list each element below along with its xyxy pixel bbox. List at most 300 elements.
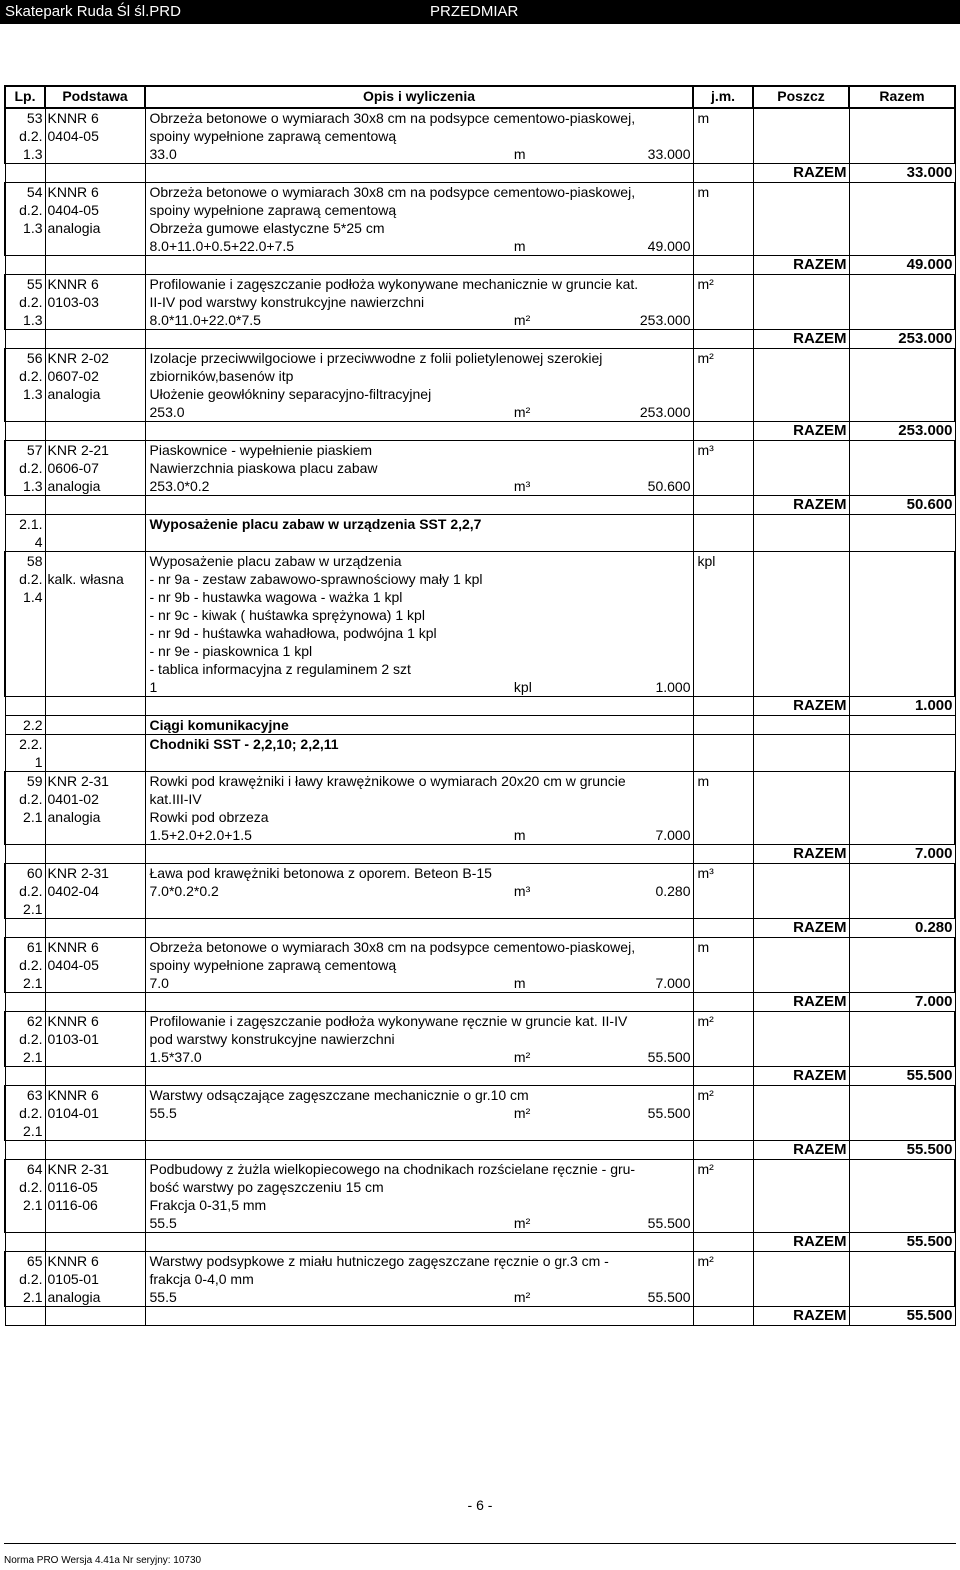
position-razem: [849, 108, 955, 164]
calculation-line: [150, 145, 691, 163]
razem-empty-cell: [145, 919, 693, 938]
razem-row: [5, 1141, 955, 1160]
position-lp: 59 d.2. 2.1: [5, 772, 45, 845]
position-lp: 57 d.2. 1.3: [5, 441, 45, 496]
razem-row: [5, 496, 955, 515]
description-line: kat.III-IV: [149, 791, 202, 807]
section-title: Chodniki SST - 2,2,10; 2,2,11: [145, 735, 693, 772]
calculation-unit: m: [513, 238, 526, 254]
position-basis: KNNR 6 0404-05: [45, 938, 145, 993]
description-line: spoiny wypełnione zaprawą cementową: [149, 128, 397, 144]
position-unit: m: [693, 108, 753, 164]
description-line: - nr 9e - piaskownica 1 kpl: [149, 643, 313, 659]
position-description: [145, 552, 693, 697]
position-lp: 63 d.2. 2.1: [5, 1086, 45, 1141]
razem-label: RAZEM: [753, 1067, 849, 1086]
document-section: PRZEDMIAR: [430, 3, 519, 20]
position-row: [5, 183, 955, 256]
position-unit: m³: [693, 441, 753, 496]
position-poszcz: [753, 441, 849, 496]
description-line: Wyposażenie placu zabaw w urządzenia: [149, 553, 402, 569]
calculation-value: 55.500: [647, 1215, 691, 1231]
position-basis: kalk. własna: [45, 552, 145, 697]
position-description: [145, 108, 693, 164]
calculation-unit: m: [513, 146, 526, 162]
razem-total: 253.000: [849, 330, 955, 349]
calculation-line: [150, 477, 691, 495]
position-unit: m²: [693, 1160, 753, 1233]
razem-label: RAZEM: [753, 993, 849, 1012]
calculation-line: [150, 1288, 691, 1306]
razem-empty-cell: [5, 919, 45, 938]
calculation-line: [150, 678, 691, 696]
description-line: II-IV pod warstwy konstrukcyjne nawierzchni: [149, 294, 425, 310]
position-unit: m²: [693, 275, 753, 330]
description-line: Rowki pod obrzeza: [149, 809, 269, 825]
position-description: [145, 349, 693, 422]
razem-empty-cell: [145, 697, 693, 716]
calculation-line: [150, 1104, 691, 1122]
position-poszcz: [753, 938, 849, 993]
calculation-unit: m²: [513, 1049, 531, 1065]
razem-label: RAZEM: [753, 1307, 849, 1326]
position-row: [5, 552, 955, 697]
calculation-value: 55.500: [647, 1289, 691, 1305]
calculation-unit: kpl: [513, 679, 532, 695]
razem-row: [5, 164, 955, 183]
position-row: [5, 938, 955, 993]
razem-empty-cell: [145, 1233, 693, 1252]
razem-label: RAZEM: [753, 422, 849, 441]
razem-empty-cell: [693, 1141, 753, 1160]
calculation-expression: 253.0: [149, 404, 185, 420]
position-description: [145, 1252, 693, 1307]
razem-total: 49.000: [849, 256, 955, 275]
position-basis: KNNR 6 0105-01 analogia: [45, 1252, 145, 1307]
description-line: Obrzeża betonowe o wymiarach 30x8 cm na podsypce cementowo-piaskowej,: [149, 184, 636, 200]
razem-label: RAZEM: [753, 1141, 849, 1160]
position-razem: [849, 275, 955, 330]
col-header-opis: Opis i wyliczenia: [145, 86, 693, 108]
description-line: Obrzeża betonowe o wymiarach 30x8 cm na podsypce cementowo-piaskowej,: [149, 939, 636, 955]
razem-empty-cell: [45, 422, 145, 441]
description-line: spoiny wypełnione zaprawą cementową: [149, 202, 397, 218]
razem-empty-cell: [145, 993, 693, 1012]
position-description: [145, 1012, 693, 1067]
position-lp: 62 d.2. 2.1: [5, 1012, 45, 1067]
position-row: [5, 1012, 955, 1067]
position-lp: 61 d.2. 2.1: [5, 938, 45, 993]
document-header: [0, 0, 960, 24]
position-description: [145, 183, 693, 256]
razem-empty-cell: [45, 919, 145, 938]
razem-label: RAZEM: [753, 845, 849, 864]
calculation-value: 7.000: [655, 975, 691, 991]
razem-row: [5, 1067, 955, 1086]
razem-empty-cell: [693, 1067, 753, 1086]
col-header-jm: j.m.: [693, 86, 753, 108]
razem-total: 55.500: [849, 1307, 955, 1326]
calculation-expression: 55.5: [149, 1289, 177, 1305]
razem-row: [5, 1307, 955, 1326]
calculation-expression: 253.0*0.2: [149, 478, 210, 494]
razem-row: [5, 845, 955, 864]
razem-empty-cell: [693, 919, 753, 938]
calculation-value: 253.000: [639, 312, 691, 328]
calculation-expression: 55.5: [149, 1105, 177, 1121]
razem-empty-cell: [693, 1307, 753, 1326]
description-line: Nawierzchnia piaskowa placu zabaw: [149, 460, 378, 476]
col-header-podstawa: Podstawa: [45, 86, 145, 108]
description-line: - nr 9b - hustawka wagowa - ważka 1 kpl: [149, 589, 403, 605]
razem-total: 0.280: [849, 919, 955, 938]
position-basis: KNNR 6 0404-05: [45, 108, 145, 164]
section-basis: [45, 735, 145, 772]
section-empty-cell: [849, 735, 955, 772]
position-lp: 64 d.2. 2.1: [5, 1160, 45, 1233]
position-poszcz: [753, 275, 849, 330]
position-basis: KNR 2-31 0116-05 0116-06: [45, 1160, 145, 1233]
calculation-expression: 1: [149, 679, 158, 695]
description-line: Profilowanie i zagęszczanie podłoża wykonywane ręcznie w gruncie kat. II-IV: [149, 1013, 628, 1029]
razem-empty-cell: [5, 1067, 45, 1086]
section-title: Ciągi komunikacyjne: [145, 716, 693, 735]
position-basis: KNNR 6 0103-01: [45, 1012, 145, 1067]
razem-label: RAZEM: [753, 697, 849, 716]
razem-label: RAZEM: [753, 1233, 849, 1252]
description-line: zbiorników,basenów itp: [149, 368, 294, 384]
bill-of-quantities-table: [4, 85, 956, 1326]
position-unit: m³: [693, 864, 753, 919]
position-description: [145, 938, 693, 993]
description-line: - nr 9c - kiwak ( huśtawka sprężynowa) 1 kpl: [149, 607, 425, 623]
section-empty-cell: [849, 716, 955, 735]
razem-total: 1.000: [849, 697, 955, 716]
section-empty-cell: [693, 515, 753, 552]
position-unit: kpl: [693, 552, 753, 697]
section-empty-cell: [849, 515, 955, 552]
razem-empty-cell: [45, 845, 145, 864]
razem-empty-cell: [693, 1233, 753, 1252]
calculation-expression: 7.0*0.2*0.2: [149, 883, 219, 899]
calculation-unit: m³: [513, 883, 531, 899]
position-razem: [849, 1012, 955, 1067]
description-line: Profilowanie i zagęszczanie podłoża wykonywane mechanicznie w gruncie kat.: [149, 276, 639, 292]
calculation-unit: m²: [513, 1289, 531, 1305]
position-razem: [849, 1160, 955, 1233]
razem-label: RAZEM: [753, 164, 849, 183]
razem-empty-cell: [693, 697, 753, 716]
razem-empty-cell: [693, 256, 753, 275]
calculation-line: [150, 826, 691, 844]
razem-empty-cell: [45, 1307, 145, 1326]
razem-empty-cell: [45, 164, 145, 183]
position-poszcz: [753, 864, 849, 919]
section-row: [5, 735, 955, 772]
razem-empty-cell: [45, 256, 145, 275]
description-line: spoiny wypełnione zaprawą cementową: [149, 957, 397, 973]
calculation-value: 50.600: [647, 478, 691, 494]
position-description: [145, 1086, 693, 1141]
position-description: [145, 1160, 693, 1233]
description-line: - nr 9a - zestaw zabawowo-sprawnościowy mały 1 kpl: [149, 571, 483, 587]
position-razem: [849, 441, 955, 496]
position-lp: 65 d.2. 2.1: [5, 1252, 45, 1307]
section-row: [5, 716, 955, 735]
col-header-poszcz: Poszcz: [753, 86, 849, 108]
razem-total: 33.000: [849, 164, 955, 183]
section-empty-cell: [753, 515, 849, 552]
section-title: Wyposażenie placu zabaw w urządzenia SST 2,2,7: [145, 515, 693, 552]
position-poszcz: [753, 1160, 849, 1233]
position-row: [5, 275, 955, 330]
razem-total: 55.500: [849, 1141, 955, 1160]
position-razem: [849, 552, 955, 697]
position-unit: m²: [693, 1252, 753, 1307]
section-lp: 2.2: [5, 716, 45, 735]
position-row: [5, 864, 955, 919]
calculation-value: 253.000: [639, 404, 691, 420]
razem-row: [5, 1233, 955, 1252]
razem-label: RAZEM: [753, 330, 849, 349]
calculation-line: [150, 882, 691, 900]
calculation-expression: 7.0: [149, 975, 169, 991]
razem-empty-cell: [693, 845, 753, 864]
razem-empty-cell: [5, 256, 45, 275]
razem-empty-cell: [45, 1141, 145, 1160]
position-unit: m²: [693, 1012, 753, 1067]
position-description: [145, 275, 693, 330]
position-lp: 60 d.2. 2.1: [5, 864, 45, 919]
calculation-expression: 55.5: [149, 1215, 177, 1231]
razem-total: 55.500: [849, 1233, 955, 1252]
position-basis: KNR 2-31 0402-04: [45, 864, 145, 919]
position-razem: [849, 938, 955, 993]
software-footer: Norma PRO Wersja 4.41a Nr seryjny: 10730: [4, 1555, 202, 1566]
section-basis: [45, 716, 145, 735]
description-line: Podbudowy z żużla wielkopiecowego na chodnikach rozścielane ręcznie - gru-: [149, 1161, 636, 1177]
description-line: Frakcja 0-31,5 mm: [149, 1197, 267, 1213]
position-poszcz: [753, 1086, 849, 1141]
position-lp: 54 d.2. 1.3: [5, 183, 45, 256]
description-line: Obrzeża gumowe elastyczne 5*25 cm: [149, 220, 385, 236]
razem-row: [5, 993, 955, 1012]
position-basis: KNR 2-21 0606-07 analogia: [45, 441, 145, 496]
position-row: [5, 1252, 955, 1307]
position-poszcz: [753, 108, 849, 164]
calculation-unit: m: [513, 975, 526, 991]
position-lp: 53 d.2. 1.3: [5, 108, 45, 164]
calculation-line: [150, 311, 691, 329]
calculation-value: 55.500: [647, 1049, 691, 1065]
description-line: Piaskownice - wypełnienie piaskiem: [149, 442, 373, 458]
position-lp: 58 d.2. 1.4: [5, 552, 45, 697]
razem-row: [5, 330, 955, 349]
description-line: Warstwy podsypkowe z miału hutniczego zagęszczane ręcznie o gr.3 cm -: [149, 1253, 609, 1269]
section-row: [5, 515, 955, 552]
position-poszcz: [753, 349, 849, 422]
position-razem: [849, 183, 955, 256]
calculation-expression: 33.0: [149, 146, 177, 162]
position-row: [5, 1160, 955, 1233]
razem-empty-cell: [5, 1307, 45, 1326]
position-basis: KNNR 6 0103-03: [45, 275, 145, 330]
calculation-line: [150, 403, 691, 421]
razem-empty-cell: [145, 256, 693, 275]
razem-total: 55.500: [849, 1067, 955, 1086]
position-poszcz: [753, 1012, 849, 1067]
calculation-line: [150, 1214, 691, 1232]
description-line: frakcja 0-4,0 mm: [149, 1271, 254, 1287]
razem-empty-cell: [693, 330, 753, 349]
calculation-expression: 1.5+2.0+2.0+1.5: [149, 827, 252, 843]
position-poszcz: [753, 772, 849, 845]
razem-label: RAZEM: [753, 496, 849, 515]
razem-total: 7.000: [849, 845, 955, 864]
calculation-value: 49.000: [647, 238, 691, 254]
description-line: Izolacje przeciwwilgociowe i przeciwwodne z folii polietylenowej szerokiej: [149, 350, 603, 366]
position-razem: [849, 772, 955, 845]
description-line: - tablica informacyjna z regulaminem 2 szt: [149, 661, 411, 677]
razem-empty-cell: [145, 164, 693, 183]
razem-empty-cell: [5, 845, 45, 864]
calculation-unit: m³: [513, 478, 531, 494]
section-empty-cell: [693, 716, 753, 735]
razem-empty-cell: [45, 697, 145, 716]
position-unit: m²: [693, 1086, 753, 1141]
razem-row: [5, 422, 955, 441]
razem-empty-cell: [5, 697, 45, 716]
description-line: Obrzeża betonowe o wymiarach 30x8 cm na podsypce cementowo-piaskowej,: [149, 110, 636, 126]
description-line: Rowki pod krawężniki i ławy krawężnikowe o wymiarach 20x20 cm w gruncie: [149, 773, 626, 789]
razem-total: 253.000: [849, 422, 955, 441]
razem-total: 50.600: [849, 496, 955, 515]
footer-divider: [4, 1543, 956, 1544]
razem-empty-cell: [693, 422, 753, 441]
razem-empty-cell: [693, 496, 753, 515]
position-description: [145, 864, 693, 919]
section-empty-cell: [753, 716, 849, 735]
calculation-unit: m²: [513, 404, 531, 420]
position-description: [145, 772, 693, 845]
position-unit: m: [693, 938, 753, 993]
position-unit: m²: [693, 349, 753, 422]
calculation-value: 7.000: [655, 827, 691, 843]
calculation-value: 1.000: [655, 679, 691, 695]
position-basis: KNR 2-02 0607-02 analogia: [45, 349, 145, 422]
calculation-value: 55.500: [647, 1105, 691, 1121]
razem-empty-cell: [5, 496, 45, 515]
calculation-expression: 8.0*11.0+22.0*7.5: [149, 312, 261, 328]
calculation-line: [150, 237, 691, 255]
position-basis: KNNR 6 0104-01: [45, 1086, 145, 1141]
razem-empty-cell: [5, 422, 45, 441]
table-header-row: [5, 86, 955, 108]
position-basis: KNNR 6 0404-05 analogia: [45, 183, 145, 256]
position-poszcz: [753, 552, 849, 697]
position-row: [5, 1086, 955, 1141]
position-poszcz: [753, 1252, 849, 1307]
calculation-expression: 8.0+11.0+0.5+22.0+7.5: [149, 238, 295, 254]
razem-empty-cell: [45, 1233, 145, 1252]
calculation-value: 33.000: [647, 146, 691, 162]
description-line: pod warstwy konstrukcyjne nawierzchni: [149, 1031, 395, 1047]
position-row: [5, 108, 955, 164]
position-row: [5, 441, 955, 496]
position-description: [145, 441, 693, 496]
description-line: Ława pod krawężniki betonowa z oporem. Beteon B-15: [149, 865, 492, 881]
razem-empty-cell: [5, 164, 45, 183]
calculation-unit: m²: [513, 1215, 531, 1231]
position-lp: 55 d.2. 1.3: [5, 275, 45, 330]
section-lp: 2.1. 4: [5, 515, 45, 552]
description-line: Warstwy odsączające zagęszczane mechanicznie o gr.10 cm: [149, 1087, 529, 1103]
description-line: Ułożenie geowłókniny separacyjno-filtracyjnej: [149, 386, 432, 402]
position-unit: m: [693, 183, 753, 256]
razem-empty-cell: [145, 1307, 693, 1326]
razem-empty-cell: [693, 993, 753, 1012]
razem-empty-cell: [145, 1141, 693, 1160]
section-lp: 2.2. 1: [5, 735, 45, 772]
description-line: - nr 9d - huśtawka wahadłowa, podwójna 1 kpl: [149, 625, 437, 641]
section-basis: [45, 515, 145, 552]
razem-empty-cell: [5, 1233, 45, 1252]
position-row: [5, 349, 955, 422]
calculation-expression: 1.5*37.0: [149, 1049, 202, 1065]
position-razem: [849, 1252, 955, 1307]
section-empty-cell: [693, 735, 753, 772]
col-header-lp: Lp.: [5, 86, 45, 108]
calculation-unit: m²: [513, 312, 531, 328]
razem-empty-cell: [5, 993, 45, 1012]
razem-row: [5, 697, 955, 716]
position-unit: m: [693, 772, 753, 845]
razem-empty-cell: [145, 496, 693, 515]
calculation-line: [150, 974, 691, 992]
razem-empty-cell: [145, 330, 693, 349]
description-line: bość warstwy po zagęszczeniu 15 cm: [149, 1179, 384, 1195]
position-basis: KNR 2-31 0401-02 analogia: [45, 772, 145, 845]
page-number: - 6 -: [467, 1497, 493, 1513]
table-body: [5, 108, 955, 1326]
razem-empty-cell: [45, 993, 145, 1012]
position-razem: [849, 349, 955, 422]
document-title: Skatepark Ruda Śl śl.PRD: [5, 3, 181, 20]
calculation-value: 0.280: [655, 883, 691, 899]
razem-label: RAZEM: [753, 256, 849, 275]
razem-total: 7.000: [849, 993, 955, 1012]
position-row: [5, 772, 955, 845]
position-poszcz: [753, 183, 849, 256]
razem-empty-cell: [145, 845, 693, 864]
razem-empty-cell: [5, 330, 45, 349]
razem-label: RAZEM: [753, 919, 849, 938]
razem-empty-cell: [45, 496, 145, 515]
razem-empty-cell: [145, 422, 693, 441]
calculation-line: [150, 1048, 691, 1066]
position-razem: [849, 1086, 955, 1141]
razem-empty-cell: [45, 330, 145, 349]
position-lp: 56 d.2. 1.3: [5, 349, 45, 422]
calculation-unit: m: [513, 827, 526, 843]
section-empty-cell: [753, 735, 849, 772]
razem-empty-cell: [45, 1067, 145, 1086]
razem-empty-cell: [693, 164, 753, 183]
razem-row: [5, 919, 955, 938]
calculation-unit: m²: [513, 1105, 531, 1121]
razem-row: [5, 256, 955, 275]
razem-empty-cell: [145, 1067, 693, 1086]
